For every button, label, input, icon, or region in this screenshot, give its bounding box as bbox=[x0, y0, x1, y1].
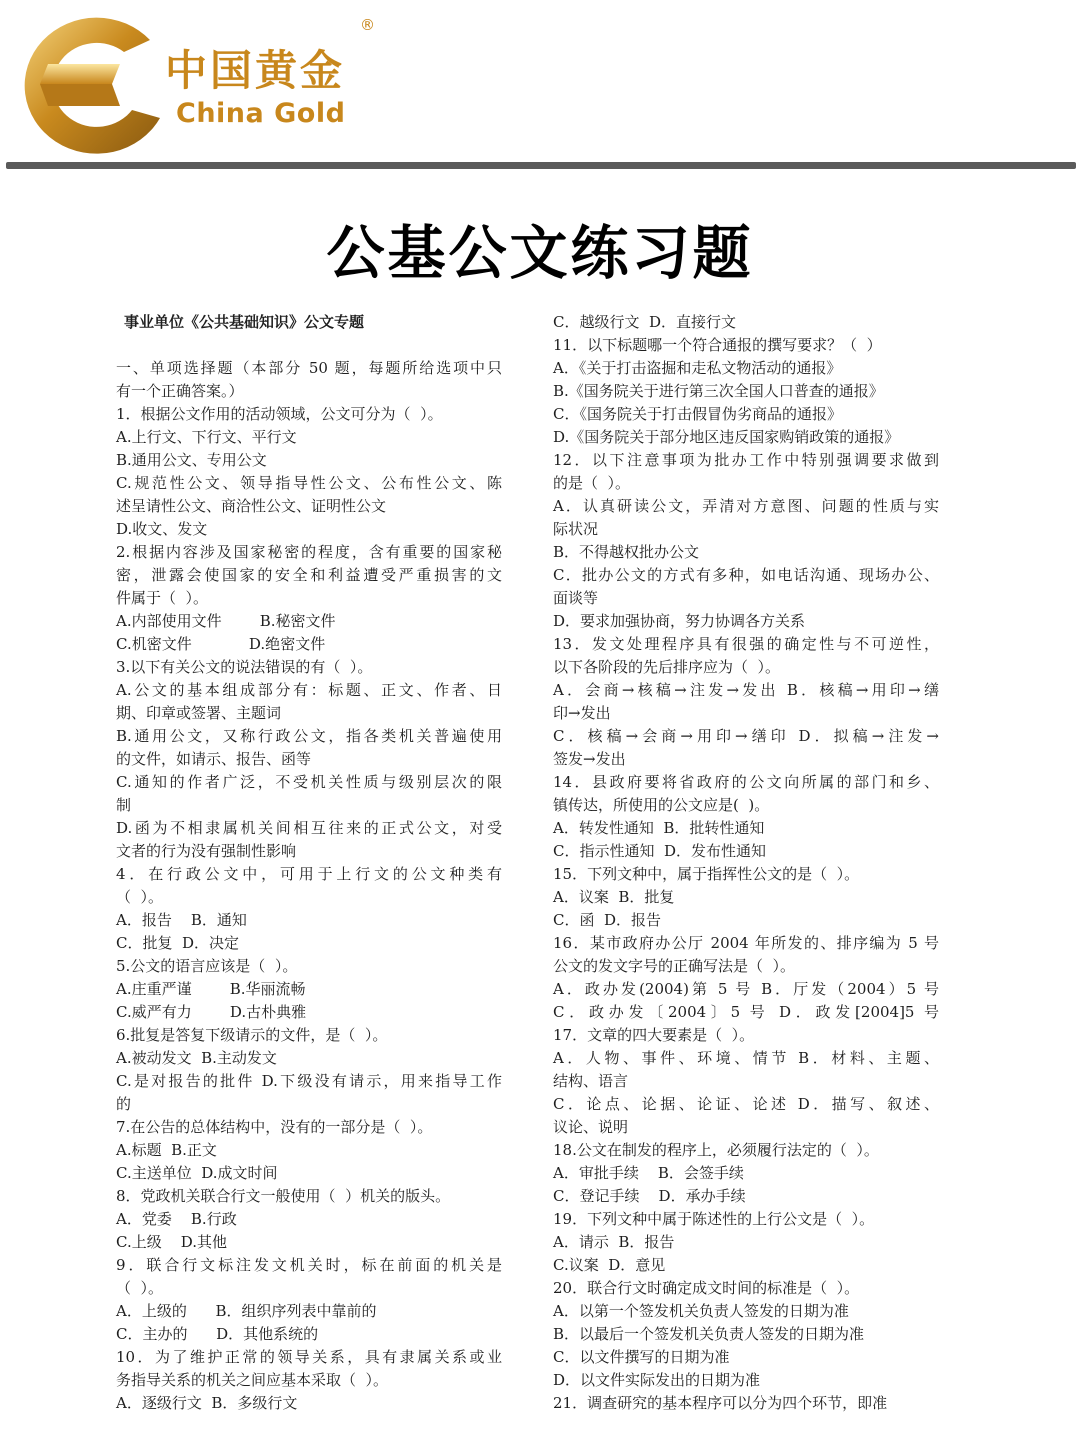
text-line: A.公文的基本组成部分有：标题、正文、作者、日 bbox=[116, 681, 502, 699]
text-line: C．登记手续 D．承办手续 bbox=[553, 1187, 746, 1205]
text-line: B.通用公文、专用公文 bbox=[116, 451, 267, 469]
text-line: 19．下列文种中属于陈述性的上行公文是（ ）。 bbox=[553, 1210, 875, 1228]
text-line: C.议案 D．意见 bbox=[553, 1256, 666, 1274]
gold-ring-emblem-icon bbox=[0, 0, 170, 160]
text-line: A．《关于打击盗掘和走私文物活动的通报》 bbox=[553, 359, 842, 377]
text-line: 以下各阶段的先后排序应为（ ）。 bbox=[553, 658, 781, 676]
text-line: C．政办发〔2004〕5 号 D．政发[2004]5 号 bbox=[553, 1003, 939, 1021]
text-line: D.收文、发文 bbox=[116, 520, 208, 538]
text-line: C．函 D．报告 bbox=[553, 911, 662, 929]
left-text-column bbox=[116, 311, 502, 1415]
text-line: C.主送单位 D.成文时间 bbox=[116, 1164, 278, 1182]
text-line: （ ）。 bbox=[116, 1279, 164, 1297]
text-line: C.是对报告的批件 D.下级没有请示，用来指导工作 bbox=[116, 1072, 502, 1090]
text-line: 15．下列文种中，属于指挥性公文的是（ ）。 bbox=[553, 865, 860, 883]
text-line: 的是（ ）。 bbox=[553, 474, 631, 492]
text-line: 面谈等 bbox=[553, 589, 599, 607]
text-line: B．以最后一个签发机关负责人签发的日期为准 bbox=[553, 1325, 865, 1343]
text-line: D.函为不相隶属机关间相互往来的正式公文，对受 bbox=[116, 819, 502, 837]
text-line: 17．文章的四大要素是（ ）。 bbox=[553, 1026, 755, 1044]
text-line: C.通知的作者广泛，不受机关性质与级别层次的限 bbox=[116, 773, 502, 791]
text-line: C．以文件撰写的日期为准 bbox=[553, 1348, 730, 1366]
text-line: 的文件，如请示、报告、函等 bbox=[116, 750, 312, 768]
text-line: 21．调查研究的基本程序可以分为四个环节，即准 bbox=[553, 1394, 888, 1412]
section-heading: 事业单位《公共基础知识》公文专题 bbox=[124, 313, 365, 331]
text-line: 3.以下有关公文的说法错误的有（ ）。 bbox=[116, 658, 373, 676]
blank-line bbox=[116, 334, 502, 357]
text-line: 14．县政府要将省政府的公文向所属的部门和乡、 bbox=[553, 773, 939, 791]
china-gold-logo bbox=[0, 0, 385, 160]
text-line: 的 bbox=[116, 1095, 132, 1113]
text-line: 议论、说明 bbox=[553, 1118, 629, 1136]
text-line: 述呈请性公文、商洽性公文、证明性公文 bbox=[116, 497, 387, 515]
text-line: 密，泄露会使国家的安全和利益遭受严重损害的文 bbox=[116, 566, 502, 584]
text-line: D.《国务院关于部分地区违反国家购销政策的通报》 bbox=[553, 428, 900, 446]
text-line: D．要求加强协商，努力协调各方关系 bbox=[553, 612, 806, 630]
text-line: 公文的发文字号的正确写法是（ ）。 bbox=[553, 957, 796, 975]
text-line: A.庄重严谨 B.华丽流畅 bbox=[116, 980, 306, 998]
text-line: 18.公文在制发的程序上，必须履行法定的（ ）。 bbox=[553, 1141, 879, 1159]
text-line: C．批复 D．决定 bbox=[116, 934, 240, 952]
text-line: 4．在行政公文中，可用于上行文的公文种类有 bbox=[116, 865, 502, 883]
text-line: 2.根据内容涉及国家秘密的程度，含有重要的国家秘 bbox=[116, 543, 502, 561]
text-line: 文者的行为没有强制性影响 bbox=[116, 842, 297, 860]
text-line: 7.在公告的总体结构中，没有的一部分是（ ）。 bbox=[116, 1118, 433, 1136]
text-line: A．请示 B．报告 bbox=[553, 1233, 675, 1251]
text-line: 制 bbox=[116, 796, 132, 814]
text-line: 13．发文处理程序具有很强的确定性与不可逆性， bbox=[553, 635, 939, 653]
text-line: A.上行文、下行文、平行文 bbox=[116, 428, 297, 446]
text-line: （ ）。 bbox=[116, 888, 164, 906]
right-text-column bbox=[553, 311, 939, 1415]
text-line: 一、单项选择题（本部分 50 题，每题所给选项中只 bbox=[116, 359, 502, 377]
text-line: A．人物、事件、环境、情节 B．材料、主题、 bbox=[553, 1049, 939, 1067]
text-line: 印→发出 bbox=[553, 704, 611, 722]
text-line: A．逐级行文 B．多级行文 bbox=[116, 1394, 298, 1412]
text-line: C．越级行文 D．直接行文 bbox=[553, 313, 737, 331]
text-line: 20．联合行文时确定成文时间的标准是（ ）。 bbox=[553, 1279, 860, 1297]
text-line: B.通用公文，又称行政公文，指各类机关普遍使用 bbox=[116, 727, 502, 745]
text-line: A．认真研读公文，弄清对方意图、问题的性质与实 bbox=[553, 497, 939, 515]
text-line: 件属于（ ）。 bbox=[116, 589, 209, 607]
text-line: 镇传达，所使用的公文应是( )。 bbox=[553, 796, 770, 814]
text-line: A.内部使用文件 B.秘密文件 bbox=[116, 612, 336, 630]
text-line: A．党委 B.行政 bbox=[116, 1210, 237, 1228]
text-line: A.标题 B.正文 bbox=[116, 1141, 217, 1159]
text-line: 签发→发出 bbox=[553, 750, 626, 768]
text-line: 际状况 bbox=[553, 520, 599, 538]
text-line: C．主办的 D．其他系统的 bbox=[116, 1325, 319, 1343]
text-line: 有一个正确答案。） bbox=[116, 382, 244, 400]
brand-name-cn: 中国黄金 bbox=[165, 46, 346, 95]
text-line: A．审批手续 B．会签手续 bbox=[553, 1164, 744, 1182]
registered-mark: ® bbox=[360, 16, 375, 34]
text-line: 期、印章或签署、主题词 bbox=[116, 704, 282, 722]
text-line: C.机密文件 D.绝密文件 bbox=[116, 635, 326, 653]
text-line: D．以文件实际发出的日期为准 bbox=[553, 1371, 761, 1389]
text-line: 结构、语言 bbox=[553, 1072, 629, 1090]
text-line: C．论点、论据、论证、论述 D．描写、叙述、 bbox=[553, 1095, 939, 1113]
text-line: A．报告 B．通知 bbox=[116, 911, 247, 929]
text-line: C．核稿→会商→用印→缮印 D．拟稿→注发→ bbox=[553, 727, 939, 745]
text-line: 10．为了维护正常的领导关系，具有隶属关系或业 bbox=[116, 1348, 502, 1366]
brand-name-en: China Gold bbox=[176, 98, 346, 129]
text-line: A．政办发(2004)第 5 号 B．厅发（2004）5 号 bbox=[553, 980, 939, 998]
text-line: C．指示性通知 D．发布性通知 bbox=[553, 842, 767, 860]
text-line: C．《国务院关于打击假冒伪劣商品的通报》 bbox=[553, 405, 842, 423]
text-line: B.《国务院关于进行第三次全国人口普查的通报》 bbox=[553, 382, 884, 400]
text-line: C.威严有力 D.古朴典雅 bbox=[116, 1003, 307, 1021]
text-line: A.被动发文 B.主动发文 bbox=[116, 1049, 277, 1067]
text-line: C.规范性公文、领导指导性公文、公布性公文、陈 bbox=[116, 474, 502, 492]
text-line: 5.公文的语言应该是（ ）。 bbox=[116, 957, 298, 975]
text-line: 9．联合行文标注发文机关时，标在前面的机关是 bbox=[116, 1256, 502, 1274]
text-line: C．批办公文的方式有多种，如电话沟通、现场办公、 bbox=[553, 566, 939, 584]
text-line: 12．以下注意事项为批办工作中特别强调要求做到 bbox=[553, 451, 939, 469]
text-line: A．会商→核稿→注发→发出 B．核稿→用印→缮 bbox=[553, 681, 939, 699]
text-line: A．上级的 B．组织序列表中靠前的 bbox=[116, 1302, 377, 1320]
header-divider bbox=[6, 162, 1076, 169]
text-line: C.上级 D.其他 bbox=[116, 1233, 228, 1251]
text-line: 8．党政机关联合行文一般使用（ ）机关的版头。 bbox=[116, 1187, 451, 1205]
text-line: A．以第一个签发机关负责人签发的日期为准 bbox=[553, 1302, 849, 1320]
text-line: 11．以下标题哪一个符合通报的撰写要求？（ ） bbox=[553, 336, 882, 354]
text-line: A．议案 B．批复 bbox=[553, 888, 675, 906]
page-title: 公基公文练习题 bbox=[326, 219, 754, 287]
text-line: 1．根据公文作用的活动领域，公文可分为（ ）。 bbox=[116, 405, 443, 423]
text-line: B．不得越权批办公文 bbox=[553, 543, 700, 561]
text-line: 务指导关系的机关之间应基本采取（ ）。 bbox=[116, 1371, 389, 1389]
text-line: 16．某市政府办公厅 2004 年所发的、排序编为 5 号 bbox=[553, 934, 939, 952]
text-line: 6.批复是答复下级请示的文件，是（ ）。 bbox=[116, 1026, 388, 1044]
text-line: A．转发性通知 B．批转性通知 bbox=[553, 819, 765, 837]
